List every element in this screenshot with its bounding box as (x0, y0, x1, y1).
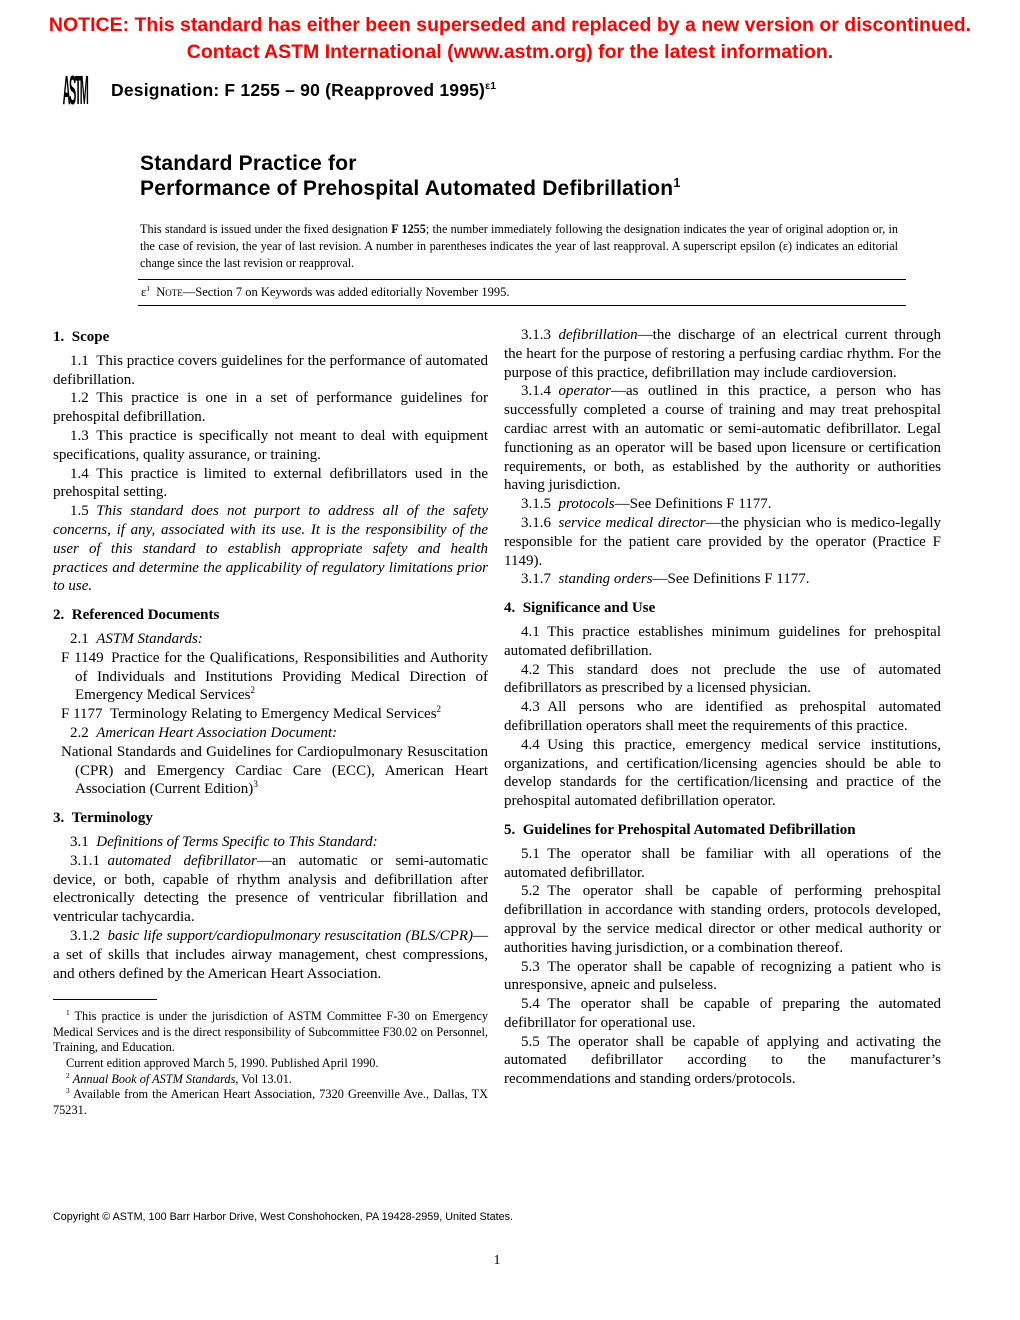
paragraph: 1.5 This standard does not purport to address all of the safety concerns, if any, associated with its use. It is the responsibility of the user of this standard to establish appropriate safety and health practices and determine the applicability of regulatory limitations prior to use. (53, 503, 488, 595)
designation-row (56, 68, 496, 112)
paragraph: 3.1.3 defibrillation—the discharge of an electrical current through the heart for the purpose of restoring a perfusing cardiac rhythm. For the purpose of this practice, defibrillation may include cardioversion. (504, 327, 941, 381)
note-rule-bottom (138, 305, 906, 306)
section-heading: 2. Referenced Documents (53, 607, 220, 624)
footnote: $^2$ Annual Book of ASTM Standards, Vol 13.01. (66, 1070, 292, 1086)
svg-text:ASTM: ASTM (62, 68, 88, 112)
paragraph: 2.2 American Heart Association Document: (70, 724, 338, 741)
section-heading: 1. Scope (53, 329, 110, 345)
text-run: American Heart Association Document: (96, 724, 338, 741)
document-title-line1: Standard Practice for (140, 152, 357, 175)
footnotes (53, 999, 488, 1118)
paragraph: 4.1 This practice establishes minimum guidelines for prehospital automated defibrillation. (504, 623, 941, 659)
footnote-blocks (53, 1009, 488, 1118)
paragraph: 3.1.2 basic life support/cardiopulmonary resuscitation (BLS/CPR)—a set of skills that includes airway management, chest compressions, and others defined by the American Heart Association. (53, 927, 488, 982)
footnote: $^3$ Available from the American Heart Association, 7320 Greenville Ave., Dallas, TX 75231. (53, 1086, 488, 1117)
paragraph: 5.2 The operator shall be capable of performing prehospital defibrillation in accordance with standing orders, protocols developed, approval by the service medical director or other medical authority or authorities having jurisdiction, or a combination thereof. (504, 883, 941, 956)
note-rule-top (138, 279, 906, 280)
supersession-notice (0, 12, 1020, 66)
paragraph: 1.1 This practice covers guidelines for the performance of automated defibrillation. (53, 352, 488, 388)
text-run: service medical director (558, 514, 706, 531)
document-title (140, 151, 900, 201)
superscript: 2 (436, 704, 442, 715)
section-heading: 3. Terminology (53, 810, 153, 827)
paragraph: 3.1.1 automated defibrillator—an automatic or semi-automatic device, or both, capable of rhythm analysis and defibrillation after electronically detecting the presence of ventricular fibrillation and ventricular tachycardia. (53, 852, 488, 926)
paragraph: 3.1.4 operator—as outlined in this practice, a person who has successfully completed a course of training and may treat prehospital cardiac arrest with an automatic or semi-automatic defibrillator. Legal functioning as an operator will be based upon licensure or certification requirements, or both, as established by the authority or authorities having jurisdiction. (504, 383, 941, 494)
section-heading: 4. Significance and Use (504, 600, 656, 617)
paragraph: 1.4 This practice is limited to external defibrillators used in the prehospital setting. (53, 465, 488, 501)
paragraph: 5.4 The operator shall be capable of preparing the automated defibrillator for operational use. (504, 996, 941, 1031)
superscript: 1 (673, 176, 681, 190)
paragraph: 3.1.7 standing orders—See Definitions F 1177. (521, 571, 810, 588)
text-run: protocols (558, 496, 615, 513)
paragraph: 5.1 The operator shall be familiar with all operations of the automated defibrillator. (504, 845, 941, 881)
footnote: $^1$ This practice is under the jurisdiction of ASTM Committee F-30 on Emergency Medical Services and is the direct responsibility of Subcommittee F30.02 on Personnel, Training, and Education. (53, 1008, 488, 1055)
reference-item: F 1177 Terminology Relating to Emergency Medical Services$^2$ (61, 704, 442, 723)
paragraph: 4.2 This standard does not preclude the use of automated defibrillators as prescribed by a licensed physician. (504, 661, 941, 697)
astm-logo-icon (56, 68, 94, 112)
issuance-paragraph: This standard is issued under the fixed designation F 1255; the number immediately following the designation indicates the year of original adoption or, in the case of revision, the year of last revision. A number in parentheses indicates the year of last reapproval. A superscript epsilon (ε) indicates an editorial change since the last revision or reapproval. (140, 222, 899, 270)
text-run: ASTM Standards: (96, 630, 203, 647)
copyright-line: Copyright © ASTM, 100 Barr Harbor Drive, West Conshohocken, PA 19428-2959, United States. (53, 1211, 514, 1223)
supersession-notice-line2: Contact ASTM International (www.astm.org) for the latest information. (186, 41, 834, 63)
supersession-notice-line1: NOTICE: This standard has either been superseded and replaced by a new version or discontinued. (48, 14, 972, 36)
document-title-line2: Performance of Prehospital Automated Defibrillation$^1$ (140, 176, 681, 200)
right-column (504, 326, 941, 1089)
paragraph: 4.3 All persons who are identified as prehospital automated defibrillation operators shall meet the requirements of this practice. (504, 699, 941, 734)
footnote: Current edition approved March 5, 1990. Published April 1990. (66, 1056, 379, 1071)
paragraph: 3.1 Definitions of Terms Specific to This Standard: (70, 833, 378, 850)
superscript: 3 (253, 779, 258, 790)
paragraph: 4.4 Using this practice, emergency medical service institutions, organizations, and certification/licensing agencies should be able to develop standards for the certification/licensing and practice of the prehospital automated defibrillation operator. (504, 736, 941, 810)
footnote-rule (53, 999, 157, 1000)
text-run: Annual Book of ASTM Standards, (72, 1071, 239, 1086)
text-run: basic life support/cardiopulmonary resuscitation (BLS/CPR) (107, 927, 473, 944)
superscript: 2 (250, 685, 255, 696)
paragraph: 1.3 This practice is specifically not meant to deal with equipment specifications, quality assurance, or training. (53, 427, 488, 463)
text-run: defibrillation (558, 327, 638, 343)
text-run: standing orders (558, 571, 653, 588)
left-column-blocks (53, 328, 488, 983)
section-heading: 5. Guidelines for Prehospital Automated Defibrillation (504, 821, 856, 838)
superscript: ε1 (485, 79, 497, 92)
superscript: 3 (66, 1086, 70, 1096)
body-columns (53, 326, 941, 1118)
text-run: operator (558, 383, 611, 400)
paragraph: 2.1 ASTM Standards: (70, 630, 203, 647)
text-run: F 1255 (391, 222, 426, 236)
text-run: Definitions of Terms Specific to This Standard: (96, 833, 378, 850)
paragraph: 5.3 The operator shall be capable of recognizing a patient who is unresponsive, apneic and pulseless. (504, 958, 941, 994)
superscript: 1 (146, 283, 150, 293)
text-run: This standard does not purport to address all of the safety concerns, if any, associated with its use. It is the responsibility of the user of this standard to establish appropriate safety and health practices and determine the applicability of regulatory limitations prior to use. (53, 503, 488, 595)
paragraph: 3.1.6 service medical director—the physician who is medico-legally responsible for the patient care provided by the operator (Practice F 1149). (504, 514, 941, 569)
reference-item: National Standards and Guidelines for Cardiopulmonary Resuscitation (CPR) and Emergency Cardiac Care (ECC), American Heart Association (Current Edition)$^3$ (61, 743, 488, 798)
text-run: automated defibrillator (107, 852, 257, 869)
reference-item: F 1149 Practice for the Qualifications, Responsibilities and Authority of Individuals and Institutions Providing Medical Direction of Emergency Medical Services$^2$ (61, 649, 488, 704)
page-number: 1 (493, 1253, 501, 1268)
designation-text: Designation: F 1255 – 90 (Reapproved 1995)$^{\varepsilon 1}$ (111, 79, 497, 100)
paragraph: 1.2 This practice is one in a set of performance guidelines for prehospital defibrillation. (53, 390, 488, 426)
paragraph: 5.5 The operator shall be capable of applying and activating the automated defibrillator according to the manufacturer’s recommendations and standing orders/protocols. (504, 1033, 941, 1088)
text-run: Note (156, 285, 183, 299)
paragraph: 3.1.5 protocols—See Definitions F 1177. (521, 496, 772, 513)
left-column (53, 326, 488, 1118)
editorial-note: $\varepsilon^1$ Note—Section 7 on Keywords was added editorially November 1995. (141, 283, 510, 299)
superscript: 2 (66, 1070, 70, 1080)
superscript: 1 (66, 1008, 70, 1018)
